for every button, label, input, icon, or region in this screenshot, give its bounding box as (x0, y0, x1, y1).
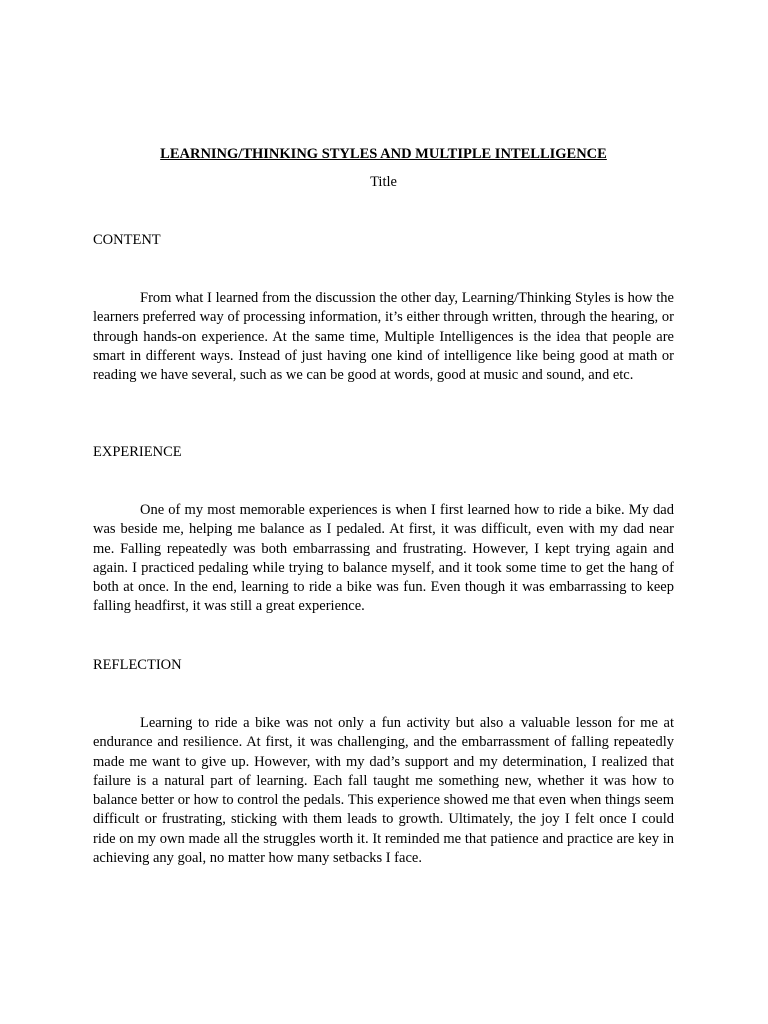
section-heading-content: CONTENT (93, 232, 161, 248)
document-title: LEARNING/THINKING STYLES AND MULTIPLE INTELLIGENCE (160, 146, 607, 162)
section-body-experience: One of my most memorable experiences is when I first learned how to ride a bike. My dad was beside me, helping me balance as I pedaled. At first, it was difficult, even with my dad near me. Falling repeatedly was both embarrassing and frustrating. However, I kept trying again and again. I practiced pedaling while trying to balance myself, and it took some time to get the hang of both at once. In the end, learning to ride a bike was fun. Even though it was embarrassing to keep falling headfirst, it was still a great experience. (93, 502, 674, 615)
document-subtitle: Title (370, 174, 397, 190)
section-body-content: From what I learned from the discussion the other day, Learning/Thinking Styles is how the learners preferred way of processing information, it’s either through written, through the hearing, or through hands-on experience. At the same time, Multiple Intelligences is the idea that people are smart in different ways. Instead of just having one kind of intelligence like being good at math or reading we have several, such as we can be good at words, good at music and sound, and etc. (93, 290, 674, 384)
section-heading-reflection: REFLECTION (93, 657, 182, 673)
section-body-reflection: Learning to ride a bike was not only a fun activity but also a valuable lesson for me at endurance and resilience. At first, it was challenging, and the embarrassment of falling repeatedly made me want to give up. However, with my dad’s support and my determination, I realized that failure is a natural part of learning. Each fall taught me something new, whether it was how to balance better or how to control the pedals. This experience showed me that even when things seem difficult or frustrating, sticking with them leads to growth. Ultimately, the joy I felt once I could ride on my own made all the struggles worth it. It reminded me that patience and practice are key in achieving any goal, no matter how many setbacks I face. (93, 715, 674, 867)
section-heading-experience: EXPERIENCE (93, 444, 182, 460)
